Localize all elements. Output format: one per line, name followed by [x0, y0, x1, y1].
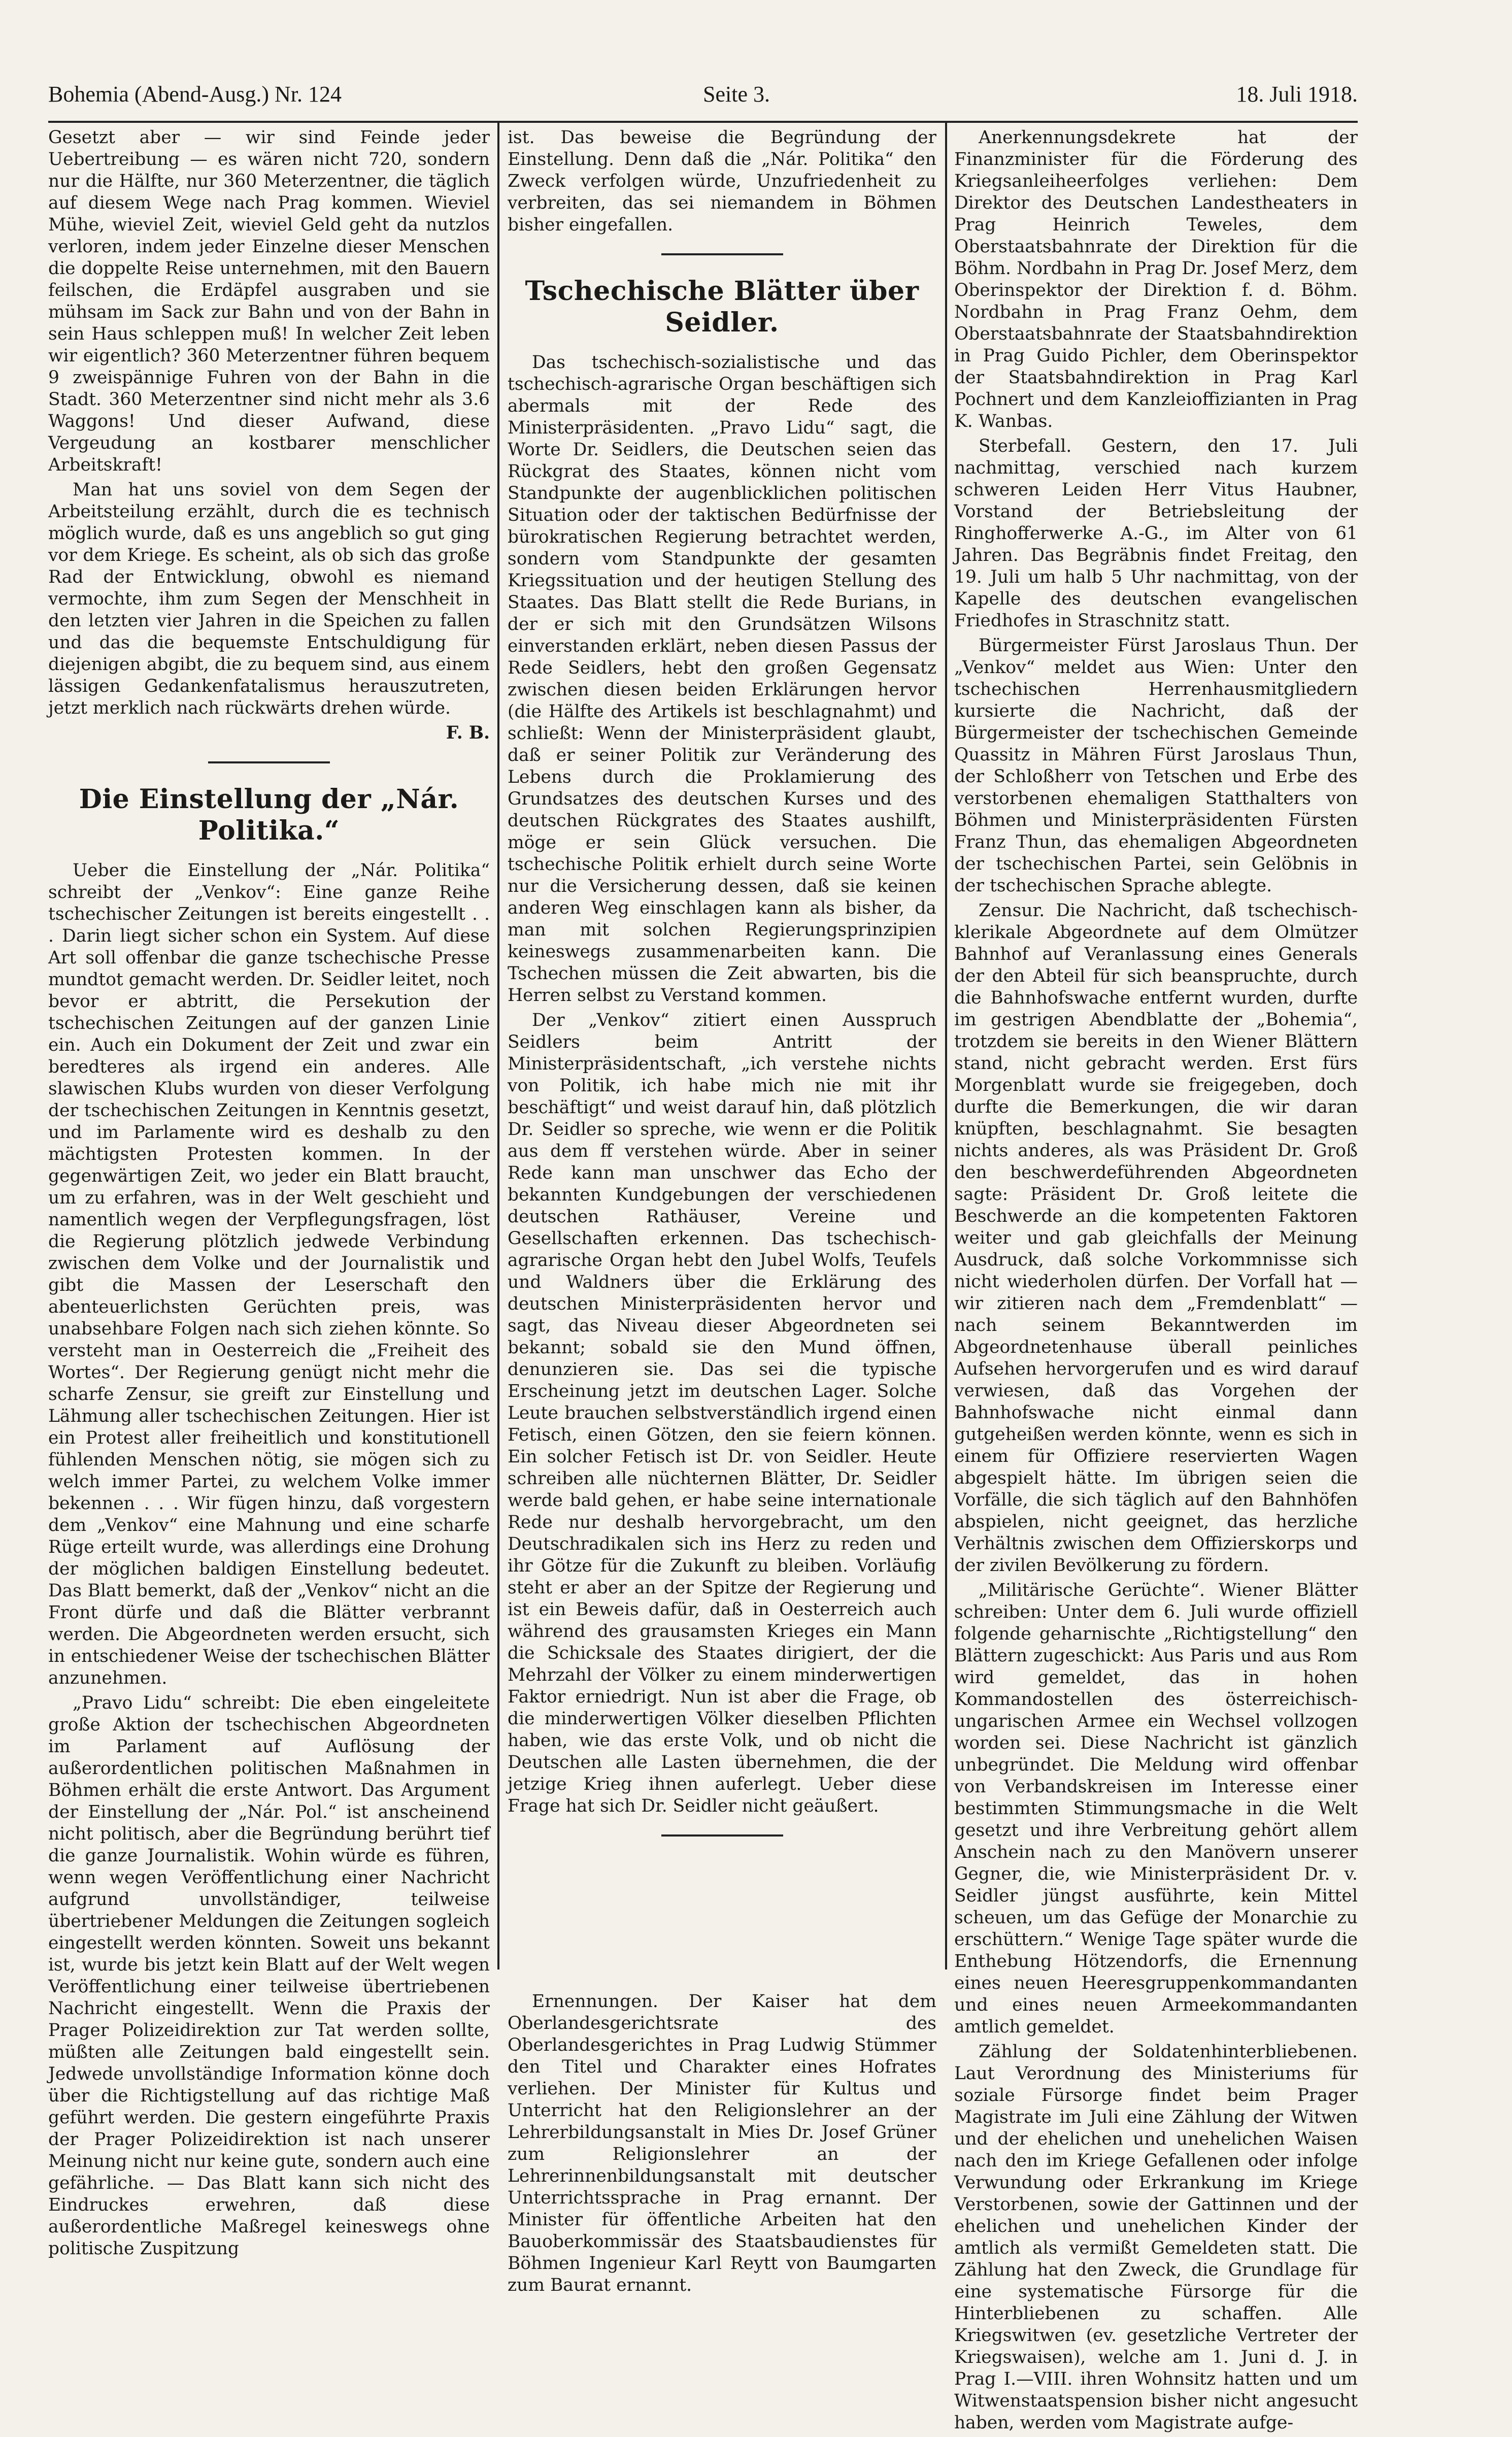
page-number: Seite 3. — [703, 82, 770, 107]
paragraph: „Militärische Gerüchte“. Wiener Blätter schreiben: Unter dem 6. Juli wurde offiziell folgende geharnischte „Richtigstellung“ den Blättern zugeschickt: Aus Paris und aus Rom wird gemeldet, das in hohen Kommandostellen des österreichisch-ungarischen Armee ein Wechsel vollzogen worden sei. Diese Nachricht ist gänzlich unbegründet. Die Meldung wird offenbar von Verbandskreisen im Interesse einer bestimmten Stimmungsmache in die Welt gesetzt und ihre Verbreitung gehört allem Anschein nach zu den Manövern unserer Gegner, die, wie Ministerpräsident Dr. v. Seidler jüngst ausführte, kein Mittel scheuen, um das Gefüge der Monarchie zu erschüttern.“ Wenige Tage später wurde die Enthebung Hötzendorfs, die Ernennung eines neuen Heeresgruppenkommandanten und eines neuen Armeekommandanten amtlich gemeldet. — [954, 1580, 1358, 2037]
column-rule-2 — [945, 122, 947, 1969]
paragraph: Man hat uns soviel von dem Segen der Arbeitsteilung erzählt, durch die es technisch möglich wurde, daß es uns angeblich so gut ging vor dem Kriege. Es scheint, als ob sich das große Rad der Entwicklung, obwohl es niemand vermochte, ihm zum Segen der Menschheit in den letzten vier Jahren in die Speichen zu fallen und das die bequemste Entschuldigung für diejenigen abgibt, die zu bequem sind, aus einem lässigen Gedankenfatalismus herauszutreten, jetzt merklich nach rückwärts drehen würde. — [48, 480, 490, 718]
paragraph: Gesetzt aber — wir sind Feinde jeder Uebertreibung — es wären nicht 720, sondern nur die Hälfte, nur 360 Meterzentner, die täglich auf diesem Wege nach Prag kommen. Wieviel Mühe, wieviel Zeit, wieviel Geld geht da nutzlos verloren, indem jeder Einzelne dieser Menschen die doppelte Reise unternehmen, mit den Bauern feilschen, die Erdäpfel ausgraben und sie mühsam im Sack zur Bahn und von der Bahn in sein Haus schleppen muß! In welcher Zeit leben wir eigentlich? 360 Meterzentner führen bequem 9 zweispännige Fuhren von der Bahn in die Stadt. 360 Meterzentner sind nicht mehr als 3.6 Waggons! Und dieser Aufwand, diese Vergeudung an kostbarer menschlicher Arbeitskraft! — [48, 127, 490, 475]
paragraph: Zensur. Die Nachricht, daß tschechisch-klerikale Abgeordnete auf dem Olmützer Bahnhof auf Veranlassung eines Generals der den Abteil für sich beanspruchte, durch die Bahnhofswache entfernt wurden, durfte im gestrigen Abendblatte der „Bohemia“, trotzdem sie bereits in den Wiener Blättern stand, nicht gebracht werden. Erst fürs Morgenblatt wurde sie freigegeben, doch durfte die Bemerkungen, die wir daran knüpften, beschlagnahmt. Sie besagten nichts anderes, als was Präsident Dr. Groß den beschwerdeführenden Abgeordneten sagte: Präsident Dr. Groß leitete die Beschwerde an die kompetenten Faktoren weiter und gab gleichfalls der Meinung Ausdruck, daß solche Vorkommnisse sich nicht wiederholen dürfen. Der Vorfall hat — wir zitieren nach dem „Fremdenblatt“ — nach seinem Bekanntwerden im Abgeordnetenhause überall peinliches Aufsehen hervorgerufen und es wird darauf verwiesen, daß das Vorgehen der Bahnhofswache nicht einmal dann gutgeheißen werden könnte, wenn es sich in einem für Offiziere reservierten Wagen abgespielt hätte. Im übrigen seien die Vorfälle, die sich täglich auf den Bahnhöfen abspielen, nicht geeignet, das herzliche Verhältnis zwischen dem Offizierskorps und der zivilen Bevölkerung zu fördern. — [954, 900, 1358, 1576]
column-rule-1 — [497, 122, 499, 1969]
masthead-issue: Bohemia (Abend-Ausg.) Nr. 124 — [48, 82, 342, 107]
divider — [661, 253, 783, 255]
divider — [661, 1834, 783, 1837]
paragraph: Sterbefall. Gestern, den 17. Juli nachmittag, verschied nach kurzem schweren Leiden Herr Vitus Haubner, Vorstand der Betriebsleitung der Ringhofferwerke A.-G., im Alter von 61 Jahren. Das Begräbnis findet Freitag, den 19. Juli um halb 5 Uhr nachmittag, von der Kapelle des deutschen evangelischen Friedhofes in Straschnitz statt. — [954, 436, 1358, 631]
paragraph: Bürgermeister Fürst Jaroslaus Thun. Der „Venkov“ meldet aus Wien: Unter den tschechischen Herrenhausmitgliedern kursierte die Nachricht, daß der Bürgermeister der tschechischen Gemeinde Quassitz in Mähren Fürst Jaroslaus Thun, der Schloßherr von Tetschen und Erbe des verstorbenen ehemaligen Statthalters von Böhmen und Ministerpräsidenten Fürsten Franz Thun, das ehemaligen Abgeordneten der tschechischen Partei, sein Gelöbnis in der tschechischen Sprache ablegte. — [954, 636, 1358, 896]
paragraph: Zählung der Soldatenhinterbliebenen. Laut Verordnung des Ministeriums für soziale Fürsorge findet beim Prager Magistrate im Juli eine Zählung der Witwen und der ehelichen und unehelichen Waisen nach den im Kriege Gefallenen oder infolge Verwundung oder Erkrankung im Kriege Verstorbenen, sowie der Gattinnen und der ehelichen und unehelichen Kinder der amtlich als vermißt Gemeldeten statt. Die Zählung hat den Zweck, die Grundlage für eine systematische Fürsorge für die Hinterbliebenen zu schaffen. Alle Kriegswitwen (ev. gesetzliche Vertreter der Kriegswaisen), welche am 1. Juni d. J. in Prag I.—VIII. ihren Wohnsitz hatten und um Witwenstaatspension bisher nicht angesucht haben, werden vom Magistrate aufge- — [954, 2042, 1358, 2433]
page-header — [48, 81, 1358, 117]
paragraph: Der „Venkov“ zitiert einen Ausspruch Seidlers beim Antritt der Ministerpräsidentschaft, „ich verstehe nichts von Politik, ich habe mich nie mit ihr beschäftigt“ und weist darauf hin, daß plötzlich Dr. Seidler so spreche, wie wenn er die Politik aus dem ff verstehen würde. Aber in seiner Rede kann man unschwer das Echo der bekannten Kundgebungen der verschiedenen deutschen Rathäuser, Vereine und Gesellschaften erkennen. Das tschechisch-agrarische Organ hebt den Jubel Wolfs, Teufels und Waldners über die Erklärung des deutschen Ministerpräsidenten hervor und sagt, das Niveau dieser Abgeordneten sei bekannt; sobald sie den Mund öffnen, denunzieren sie. Das sei die typische Erscheinung jetzt im deutschen Lager. Solche Leute brauchen selbstverständlich irgend einen Fetisch, einen Götzen, den sie feiern können. Ein solcher Fetisch ist Dr. von Seidler. Heute schreiben alle nüchternen Blätter, Dr. Seidler werde bald gehen, er habe seine internationale Rede nur deshalb hervorgebracht, um den Deutschradikalen sich ins Herz zu reden und ihr Götze für die Zukunft zu bleiben. Vorläufig steht er aber an der Spitze der Regierung und ist ein Beweis dafür, daß in Oesterreich auch während des grausamsten Krieges ein Mann die Schicksale des Staates dirigiert, der die Mehrzahl der Völker zu einem minderwertigen Faktor erniedrigt. Nun ist aber die Frage, ob die minderwertigen Völker dieselben Pflichten haben, wie das erste Volk, und ob nicht die Deutschen alle Lasten übernehmen, die der jetzige Krieg ihnen auferlegt. Ueber diese Frage hat sich Dr. Seidler nicht geäußert. — [508, 1010, 936, 1816]
paragraph: Ernennungen. Der Kaiser hat dem Oberlandesgerichtsrate des Oberlandesgerichtes in Prag Ludwig Stümmer den Titel und Charakter eines Hofrates verliehen. Der Minister für Kultus und Unterricht hat den Religionslehrer an der Lehrerbildungsanstalt in Mies Dr. Josef Grüner zum Religionslehrer an der Lehrerinnenbildungsanstalt mit deutscher Unterrichtssprache in Prag ernannt. Der Minister für öffentliche Arbeiten hat den Bauoberkommissär des Staatsbaudienstes für Böhmen Ingenieur Karl Reytt von Baumgarten zum Baurat ernannt. — [508, 1991, 936, 2295]
divider — [208, 761, 330, 763]
paragraph: Ueber die Einstellung der „Nár. Politika“ schreibt der „Venkov“: Eine ganze Reihe tschechischer Zeitungen ist bereits eingestellt . . . Darin liegt sicher schon ein System. Auf diese Art soll offenbar die ganze tschechische Presse mundtot gemacht werden. Dr. Seidler leitet, noch bevor er abtritt, die Persekution der tschechischen Zeitungen auf der ganzen Linie ein. Auch ein Dokument der Zeit und zwar ein beredteres als irgend ein anderes. Alle slawischen Klubs wurden von dieser Verfolgung der tschechischen Zeitungen in Kenntnis gesetzt, und im Parlamente wird es deshalb zu den mächtigsten Protesten kommen. In der gegenwärtigen Zeit, wo jeder ein Blatt braucht, um zu erfahren, was in der Welt geschieht und namentlich wegen der Verpflegungsfragen, löst die Regierung plötzlich jedwede Verbindung zwischen dem Volke und der Journalistik und gibt die Massen der Leserschaft den abenteuerlichsten Gerüchten preis, was unabsehbare Folgen nach sich ziehen könnte. So versteht man in Oesterreich die „Freiheit des Wortes“. Der Regierung genügt nicht mehr die scharfe Zensur, sie greift zur Einstellung und Lähmung aller tschechischen Zeitungen. Hier ist ein Protest aller freiheitlich und konstitutionell fühlenden Menschen nötig, sie mögen sich zu welch immer Partei, zu welchem Volke immer bekennen . . . Wir fügen hinzu, daß vorgestern dem „Venkov“ eine Mahnung und eine scharfe Rüge erteilt wurde, was allerdings eine Drohung der möglichen baldigen Einstellung bedeutet. Das Blatt bemerkt, daß der „Venkov“ nicht an die Front dürfe und daß die Blätter verbrannt werden. Die Abgeordneten werden ersucht, sich in entschiedener Weise der tschechischen Blätter anzunehmen. — [48, 860, 490, 1688]
paragraph: „Pravo Lidu“ schreibt: Die eben eingeleitete große Aktion der tschechischen Abgeordneten im Parlament auf Auflösung der außerordentlichen politischen Maßnahmen in Böhmen erhält die erste Antwort. Das Argument der Einstellung der „Nár. Pol.“ ist anscheinend nicht politisch, aber die Begründung berührt tief die ganze Journalistik. Wohin würde es führen, wenn wegen Veröffentlichung einer Nachricht aufgrund unvollständiger, teilweise übertriebener Meldungen die Zeitungen sogleich eingestellt werden könnten. Soweit uns bekannt ist, wurde bis jetzt kein Blatt auf der Welt wegen Veröffentlichung einer teilweise übertriebenen Nachricht eingestellt. Wenn die Praxis der Prager Polizeidirektion zur Tat werden sollte, müßten alle Zeitungen bald eingestellt sein. Jedwede unvollständige Information könne doch über die Richtigstellung auf das richtige Maß geführt werden. Die gestern eingeführte Praxis der Prager Polizeidirektion ist nach unserer Meinung nicht nur keine gute, sondern auch eine gefährliche. — Das Blatt kann sich nicht des Eindruckes erwehren, daß diese außerordentliche Maßregel keineswegs ohne politische Zuspitzung — [48, 1693, 490, 2259]
author-signature: F. B. — [446, 723, 490, 743]
paragraph: ist. Das beweise die Begründung der Einstellung. Denn daß die „Nár. Politika“ den Zweck verfolgen würde, Unzufriedenheit zu verbreiten, das sei niemandem in Böhmen bisher eingefallen. — [508, 127, 936, 235]
issue-date: 18. Juli 1918. — [1236, 82, 1358, 107]
column-3 — [954, 127, 1358, 2437]
paragraph: Anerkennungsdekrete hat der Finanzminister für die Förderung des Kriegsanleiheerfolges verliehen: Dem Direktor des Deutschen Landestheaters in Prag Heinrich Teweles, dem Oberstaatsbahnrate der Direktion für die Böhm. Nordbahn in Prag Dr. Josef Merz, dem Oberinspektor der Direktion f. d. Böhm. Nordbahn in Prag Franz Oehm, dem Oberstaatsbahnrate der Staatsbahndirektion in Prag Guido Pichler, dem Oberinspektor der Staatsbahndirektion in Prag Karl Pochnert und dem Kanzleioffizianten in Prag K. Wanbas. — [954, 127, 1358, 431]
article-headline: Die Einstellung der „Nár. Politika.“ — [79, 784, 459, 846]
blank-space — [508, 1854, 936, 1991]
article-headline: Tschechische Blätter über Seidler. — [525, 276, 919, 338]
column-1 — [48, 127, 490, 2263]
paragraph: Das tschechisch-sozialistische und das tschechisch-agrarische Organ beschäftigen sich abermals mit der Rede des Ministerpräsidenten. „Pravo Lidu“ sagt, die Worte Dr. Seidlers, die Deutschen seien das Rückgrat des Staates, können nicht vom Standpunkte der augenblicklichen politischen Situation oder der taktischen Bedürfnisse der bürokratischen Regierung betrachtet werden, sondern vom Standpunkte der gesamten Kriegssituation und der heutigen Stellung des Staates. Das Blatt stellt die Rede Burians, in der er sich mit den Grundsätzen Wilsons einverstanden erklärt, neben diesen Passus der Rede Seidlers, hebt den großen Gegensatz zwischen diesen beiden Erklärungen hervor (die Hälfte des Artikels ist beschlagnahmt) und schließt: Wenn der Ministerpräsident glaubt, daß er seiner Politik zur Veränderung des Lebens durch die Proklamierung des Grundsatzes des deutschen Kurses und des deutschen Rückgrates des Staates aushilft, möge er sein Glück versuchen. Die tschechische Politik erhielt durch seine Worte nur die Versicherung dessen, daß sie keinen anderen Weg einschlagen kann als bisher, da man mit solchen Regierungsprinzipien keineswegs zusammenarbeiten kann. Die Tschechen müssen die Zeit abwarten, bis die Herren selbst zu Verstand kommen. — [508, 352, 936, 1006]
column-2 — [508, 127, 936, 2299]
header-rule — [48, 121, 1358, 123]
